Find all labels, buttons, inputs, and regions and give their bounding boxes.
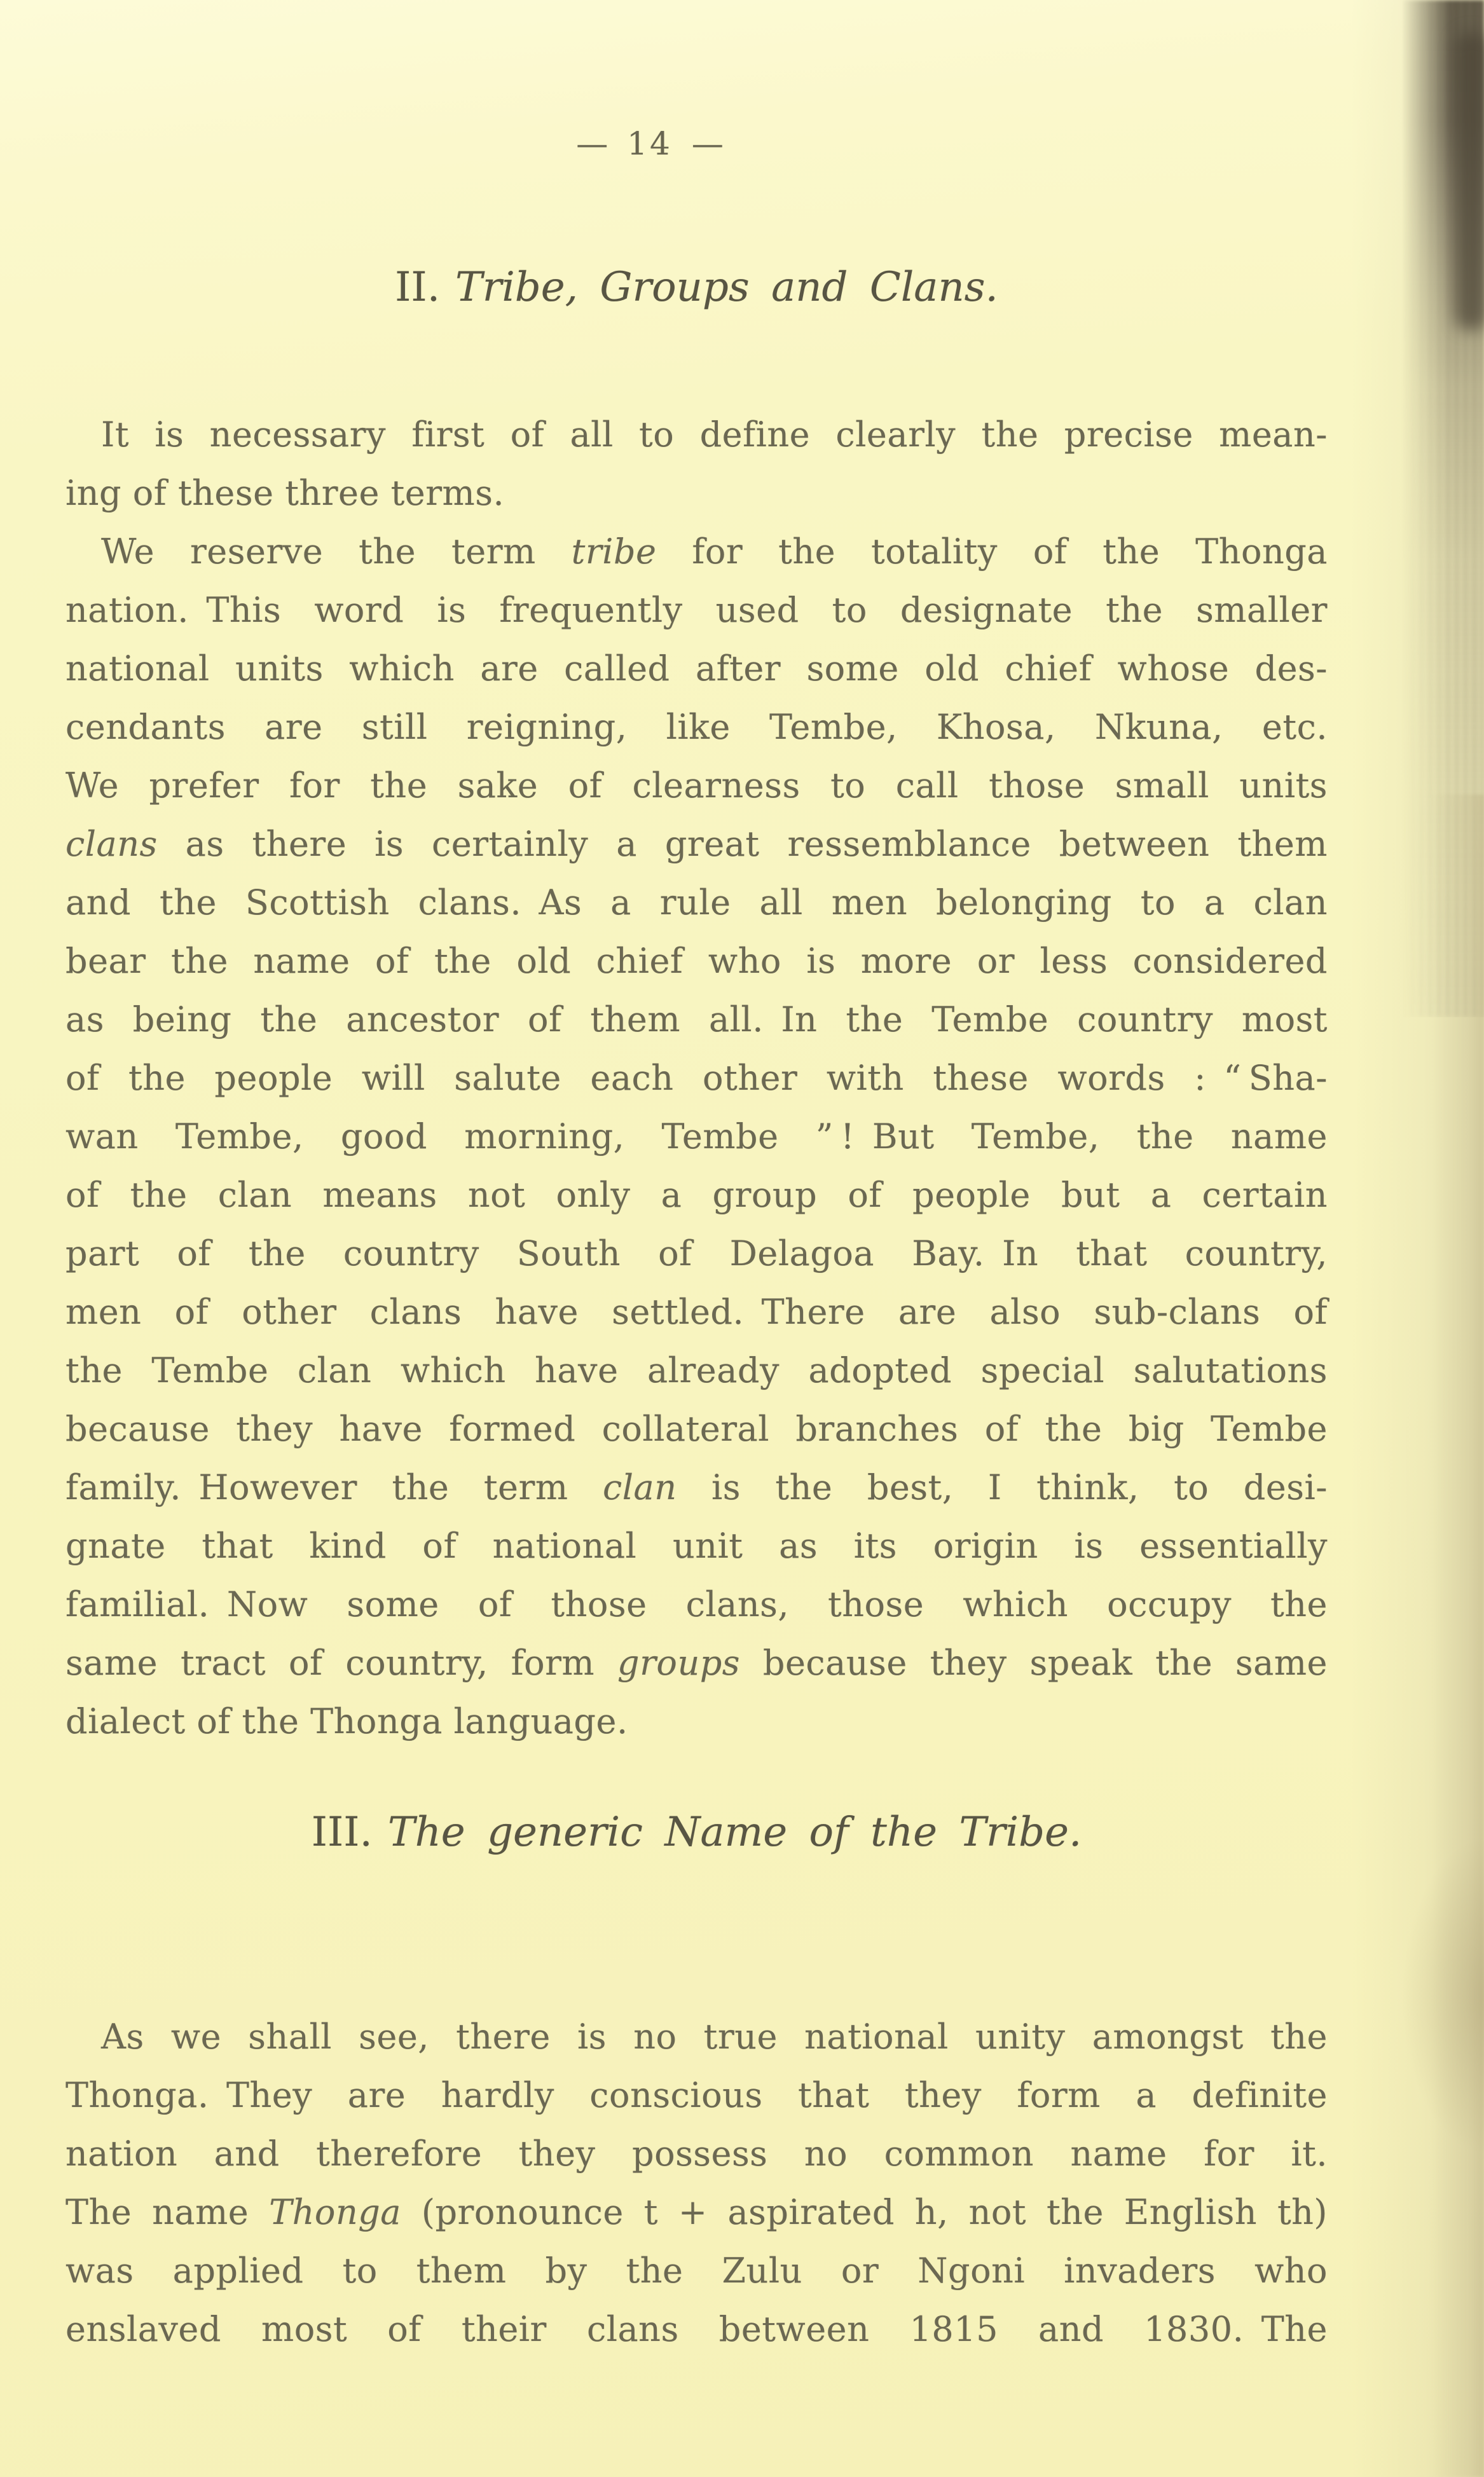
text-segment: because they speak the same [740, 1643, 1328, 1683]
text-segment: Thonga. They are hardly conscious that they form a definite [65, 2075, 1328, 2115]
text-line [65, 1283, 1328, 1341]
text-segment: same tract of country, form [65, 1643, 618, 1683]
scan-edge-darkest-blob [1455, 32, 1484, 331]
text-segment: bear the name of the old chief who is more or less considered [65, 941, 1328, 981]
text-segment: enslaved most of their clans between 1815 and 1830. The [65, 2309, 1328, 2349]
text-line [65, 406, 1328, 464]
section-heading-generic-name [65, 1809, 1328, 1856]
text-line [65, 464, 1328, 523]
header-dash-left: — [576, 125, 608, 162]
text-line [65, 815, 1328, 874]
scan-edge-tan-strip [1433, 795, 1484, 2477]
text-line [65, 581, 1328, 640]
text-segment: We reserve the term [101, 532, 572, 572]
text-segment: It is necessary first of all to define clearly the precise mean- [101, 415, 1328, 455]
text-line [65, 2008, 1328, 2066]
text-segment: because they have formed collateral branches of the big Tembe [65, 1409, 1328, 1449]
italic-term: Thonga [269, 2192, 401, 2232]
italic-term: clan [603, 1467, 677, 1507]
header-dash-right: — [691, 125, 724, 162]
text-line [65, 2242, 1328, 2300]
text-line [65, 1458, 1328, 1517]
text-line [65, 1575, 1328, 1634]
text-line [65, 991, 1328, 1049]
page-header [0, 125, 1300, 163]
section-text-generic-name [65, 2008, 1328, 2359]
text-line [65, 640, 1328, 698]
text-segment: is the best, I think, to desi- [677, 1467, 1328, 1507]
section-title: Tribe, Groups and Clans. [455, 264, 998, 311]
text-segment: and the Scottish clans. As a rule all men belonging to a clan [65, 882, 1328, 923]
text-segment: We prefer for the sake of clearness to call those small units [65, 765, 1328, 806]
text-line [65, 1692, 1328, 1751]
text-line [65, 1517, 1328, 1575]
text-line [65, 1341, 1328, 1400]
text-segment: cendants are still reigning, like Tembe, Khosa, Nkuna, etc. [65, 707, 1328, 747]
text-segment: men of other clans have settled. There are also sub-clans of [65, 1292, 1328, 1332]
text-segment: nation and therefore they possess no common name for it. [65, 2134, 1328, 2174]
text-line [65, 1400, 1328, 1458]
text-segment: gnate that kind of national unit as its origin is essentially [65, 1526, 1328, 1566]
text-line [65, 1225, 1328, 1283]
text-line [65, 2300, 1328, 2359]
text-line [65, 1634, 1328, 1692]
text-segment: as there is certainly a great ressemblance between them [157, 824, 1328, 864]
text-line [65, 1108, 1328, 1166]
text-segment: family. However the term [65, 1467, 603, 1507]
text-line [65, 874, 1328, 932]
text-segment: part of the country South of Delagoa Bay. In that country, [65, 1233, 1328, 1273]
text-segment: ing of these three terms. [65, 473, 505, 513]
text-line [65, 1166, 1328, 1225]
section-heading-tribe-groups-clans [65, 264, 1328, 311]
section-numeral: III. [311, 1809, 373, 1856]
text-segment: for the totality of the Thonga [656, 532, 1328, 572]
text-segment: of the people will salute each other with these words : “ Sha- [65, 1058, 1328, 1098]
text-line [65, 932, 1328, 991]
text-line [65, 1049, 1328, 1108]
text-segment: dialect of the Thonga language. [65, 1701, 628, 1741]
text-line [65, 2066, 1328, 2125]
text-segment: the Tembe clan which have already adopted special salutations [65, 1350, 1328, 1390]
section-numeral: II. [395, 264, 441, 311]
text-segment: The name [65, 2192, 270, 2232]
text-segment: (pronounce t + aspirated h, not the English th) [401, 2192, 1328, 2232]
section-title: The generic Name of the Tribe. [387, 1809, 1082, 1856]
text-segment: as being the ancestor of them all. In the Tembe country most [65, 999, 1328, 1040]
text-line [65, 2125, 1328, 2183]
text-segment: familial. Now some of those clans, those which occupy the [65, 1584, 1328, 1624]
text-segment: wan Tembe, good morning, Tembe ” ! But Tembe, the name [65, 1116, 1328, 1156]
text-segment: of the clan means not only a group of people but a certain [65, 1175, 1328, 1215]
scan-edge-smudge [1401, 1837, 1484, 2155]
text-segment: was applied to them by the Zulu or Ngoni invaders who [65, 2251, 1328, 2291]
text-line [65, 523, 1328, 581]
text-line [65, 757, 1328, 815]
text-segment: national units which are called after some old chief whose des- [65, 648, 1328, 689]
italic-term: tribe [571, 532, 657, 572]
text-segment: As we shall see, there is no true national unity amongst the [101, 2017, 1328, 2057]
text-line [65, 2183, 1328, 2242]
text-line [65, 698, 1328, 757]
page-number: 14 [627, 125, 673, 162]
section-text-tribe-groups-clans [65, 406, 1328, 1751]
text-segment: nation. This word is frequently used to designate the smaller [65, 590, 1328, 630]
italic-term: clans [65, 824, 158, 864]
italic-term: groups [617, 1643, 740, 1683]
